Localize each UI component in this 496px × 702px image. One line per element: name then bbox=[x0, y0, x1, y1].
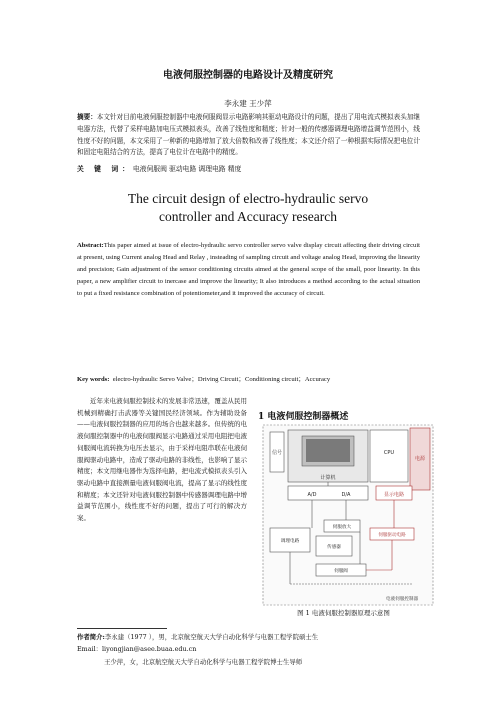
keywords-cn-text: 电液伺服阀 驱动电路 调理电路 精度 bbox=[132, 165, 242, 173]
title-en-line2: controller and Accuracy research bbox=[158, 209, 338, 224]
signal-label: 信号 bbox=[271, 450, 283, 456]
footnote-text1: 李永建（1977 ），男，北京航空航天大学自动化科学与电器工程学院硕士生 bbox=[104, 633, 319, 641]
keywords-en-text: electro-hydraulic Servo Valve；Driving Circuit；Conditioning circuit；Accuracy bbox=[112, 376, 331, 383]
body-paragraph: 近年来电液伺服控制技术的发展非常迅速，覆盖从民用机械到精确打击武器等关键国民经济领域。作为辅助设备——电液伺服控制器的应用的场合也越来越多。但传统的电液伺服控制器中的电液伺服阀显示电路通过采用电阻把电液伺服阀电流转换为电压去显示，由于采样电阻串联在电液伺服阀驱动电路中，造成了驱动电路的非线性，也影响了显示精度；本文用继电器作为选择电路，把电流式模拟表头引入驱动电路中直接测量电液伺服阀电流，提高了显示的线性度和精度；本文还针对电液伺服控制器中传感器调理电路中增益调节范围小，线性度不好的问题，提出了可行的解决方案。 bbox=[77, 397, 247, 523]
keywords-en-label: Key words: bbox=[77, 376, 110, 383]
paper-title-cn: 电液伺服控制器的电路设计及精度研究 bbox=[163, 70, 333, 81]
servo-amp-label: 伺服放大 bbox=[332, 525, 352, 530]
keywords-cn-label: 关 键 词： bbox=[77, 165, 133, 173]
paper-title-en bbox=[0, 190, 496, 226]
authors-cn: 李永建 王少萍 bbox=[224, 99, 272, 108]
footnote-line1 bbox=[77, 632, 437, 643]
power-label: 电源 bbox=[414, 456, 426, 462]
keywords-cn bbox=[77, 163, 241, 173]
sensor-label: 传感器 bbox=[327, 545, 341, 550]
keywords-en bbox=[77, 373, 330, 383]
conditioning-label: 调理电路 bbox=[280, 539, 300, 544]
cpu-block bbox=[370, 430, 408, 482]
abstract-en bbox=[77, 240, 420, 300]
controller-label: 电液伺服控制器 bbox=[385, 597, 419, 602]
servo-driver-label: 伺服驱动电路 bbox=[378, 533, 406, 538]
block-diagram-svg bbox=[262, 424, 434, 606]
abstract-cn-text: 本文针对目前电液伺服控制器中电液伺服阀显示电路影响其驱动电路设计的问题，提出了用电流式模拟表头加继电器方法，代替了采样电路加电压式模拟表头，改善了线性度和精度；针对一般的传感器调理电路增益调节范围小，线性度不好的问题，本文采用了一种新的电路增加了放大倍数和改善了线性度；本文还介绍了一种根据实际情况把电位计和固定电阻结合的方法，提高了电位计在电路中的精度。 bbox=[77, 113, 421, 157]
footnote-rule bbox=[77, 628, 167, 629]
da-label: D/A bbox=[341, 492, 351, 498]
footnote-line2: Email：liyongjian@asee.buaa.edu.cn bbox=[77, 645, 197, 653]
servo-valve-label: 伺服阀 bbox=[334, 569, 348, 574]
title-en-line1: The circuit design of electro-hydraulic servo bbox=[127, 191, 369, 206]
computer-label: 计算机 bbox=[320, 475, 336, 481]
abstract-cn-label: 摘要： bbox=[77, 113, 97, 121]
monitor-screen bbox=[306, 439, 350, 462]
ad-da-block bbox=[288, 486, 368, 500]
footnote-line3: 王少萍，女，北京航空航天大学自动化科学与电器工程学院博士生导师 bbox=[104, 658, 303, 666]
abstract-en-text: This paper aimed at issue of electro-hydraulic servo controller servo valve display circuit affecting their driving circuit at present, using Current analog Head and Relay , insteading of sampling circuit and voltage analog Head, improving the linearity and precision; Gain adjustment of the sensor conditioning circuits aimed at the general scope of the small, poor linearity. In this paper, a new amplifier circuit to inercase and improve the linearity; It also introduces a method according to the actual situation to put a fixed resistance combination of potentiometer,and it improved the accuracy of circuit. bbox=[77, 242, 420, 298]
figure-caption: 图 1 电液伺服控制器原理示意图 bbox=[297, 609, 390, 617]
section-heading: 1 电液伺服控制器概述 bbox=[258, 412, 349, 422]
ad-label: A/D bbox=[307, 492, 317, 498]
footnote-label: 作者简介: bbox=[77, 633, 105, 641]
abstract-en-label: Abstract: bbox=[77, 242, 104, 249]
display-label: 显示电路 bbox=[383, 492, 405, 498]
abstract-cn bbox=[77, 112, 420, 159]
cpu-label: CPU bbox=[383, 450, 395, 456]
figure-block-diagram bbox=[262, 424, 434, 606]
